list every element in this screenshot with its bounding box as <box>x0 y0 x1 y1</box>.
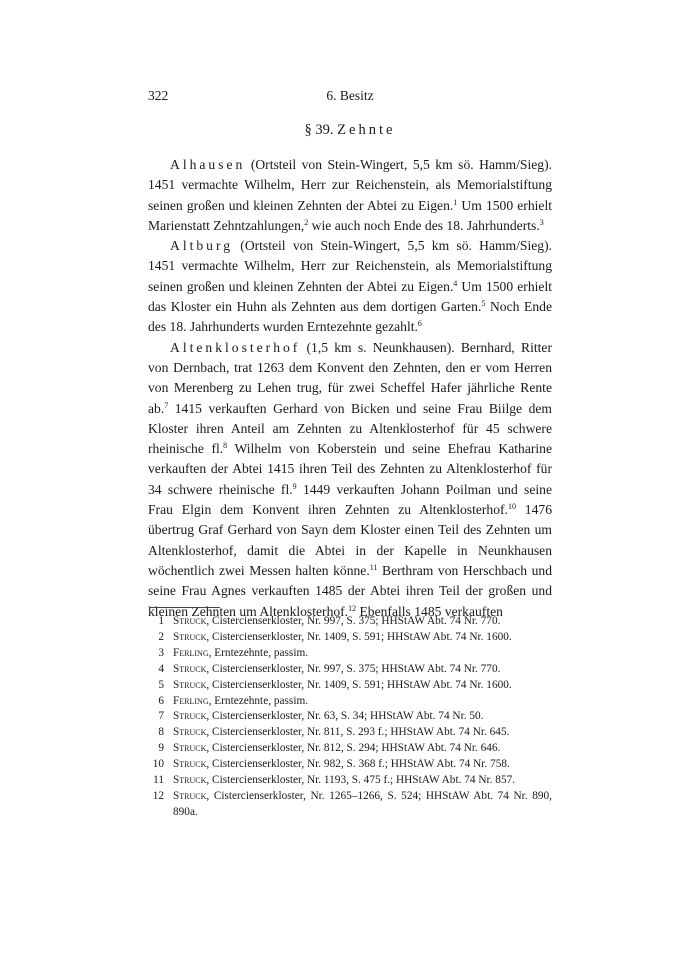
footnote-author: Struck <box>173 630 207 643</box>
section-title <box>148 122 552 139</box>
footnote-text: , Cistercienserkloster, Nr. 812, S. 294; HHStAW Abt. 74 Nr. 646. <box>206 742 501 755</box>
footnote-ref: 9 <box>292 481 297 491</box>
section-number: § 39. <box>304 122 334 138</box>
footnote-ref: 1 <box>453 197 458 207</box>
footnote-number: 7 <box>158 710 164 723</box>
footnotes <box>148 614 552 821</box>
place-name: Altenklosterhof <box>170 339 301 355</box>
footnote-number: 3 <box>158 646 164 659</box>
footnote <box>148 630 552 646</box>
footnote-number: 4 <box>158 662 164 675</box>
body-text <box>148 155 552 622</box>
text-segment: (Ortsteil von Stein-Wingert, 5,5 km sö. Hamm/Sieg). 1451 vermachte Wilhelm, Herr zur Reichenstein, als Memorialstiftung seinen großen und kleinen Zehnten der Abtei zu Eigen. <box>148 238 552 294</box>
footnote-number: 9 <box>158 742 164 755</box>
footnote-text: , Erntezehnte, passim. <box>208 646 309 659</box>
footnote <box>148 789 552 821</box>
footnote-author: Struck <box>173 662 207 675</box>
text-segment: Ebenfalls 1485 verkauften <box>356 603 503 619</box>
footnote-number: 5 <box>158 678 164 691</box>
footnote-number: 11 <box>153 774 164 787</box>
place-name: Altburg <box>170 238 234 254</box>
footnote <box>148 709 552 725</box>
footnote-ref: 8 <box>223 441 228 451</box>
footnote-ref: 7 <box>164 400 169 410</box>
footnote <box>148 614 552 630</box>
footnote-text: , Cistercienserkloster, Nr. 1265–1266, S. 524; HHStAW Abt. 74 Nr. 890, 890a. <box>173 789 552 818</box>
paragraph <box>148 236 552 337</box>
text-segment: 1476 übertrug Graf Gerhard von Sayn dem Kloster einen Teil des Zehnten um Altenklosterhof, damit die Abtei in der Kapelle in Neunkhausen wöchentlich zwei Messen halten könne. <box>148 502 552 578</box>
footnote-rule <box>150 607 220 608</box>
text-segment: (1,5 km s. Neunkhausen). Bernhard, Ritter von Dernbach, trat 1263 dem Konvent den Zehnten, den er vom Herren von Merenberg zu Lehen trug, für zwei Scheffel Hafer jährliche Rente ab. <box>148 339 552 416</box>
footnote-text: , Cistercienserkloster, Nr. 1409, S. 591; HHStAW Abt. 74 Nr. 1600. <box>206 678 512 691</box>
text-segment: (Ortsteil von Stein-Wingert, 5,5 km sö. Hamm/Sieg). 1451 vermachte Wilhelm, Herr zur Reichenstein, als Memorialstiftung seinen großen und kleinen Zehnten der Abtei zu Eigen. <box>148 157 552 213</box>
footnote-number: 6 <box>158 694 164 707</box>
text-segment: Noch Ende des 18. Jahrhunderts wurden Erntezehnte gezahlt. <box>148 299 552 335</box>
footnote-author: Struck <box>173 774 207 787</box>
footnote <box>148 678 552 694</box>
footnote-ref: 4 <box>453 278 458 288</box>
footnote-number: 2 <box>158 630 164 643</box>
footnote-author: Struck <box>173 789 207 802</box>
footnote <box>148 646 552 662</box>
page-number: 322 <box>148 88 169 103</box>
place-name: Alhausen <box>170 157 246 172</box>
footnote-number: 10 <box>152 758 164 771</box>
footnote-author: Struck <box>173 678 207 691</box>
footnote-number: 1 <box>158 615 164 627</box>
section-heading: Zehnte <box>337 122 396 138</box>
footnote-author: Struck <box>173 710 207 723</box>
footnote-ref: 5 <box>481 299 486 309</box>
text-segment: Um 1500 erhielt Marienstatt Zehntzahlungen, <box>148 197 552 233</box>
footnote-author: Struck <box>173 726 207 739</box>
paragraph <box>148 338 552 622</box>
footnote-ref: 10 <box>507 502 516 512</box>
footnote-author: Struck <box>173 758 207 771</box>
footnote-text: , Cistercienserkloster, Nr. 997, S. 375; HHStAW Abt. 74 Nr. 770. <box>206 662 501 675</box>
footnote <box>148 694 552 710</box>
footnote-author: Ferling <box>173 646 209 659</box>
footnote-text: , Cistercienserkloster, Nr. 997, S. 375; HHStAW Abt. 74 Nr. 770. <box>206 615 501 627</box>
text-segment: 1415 verkauften Gerhard von Bicken und seine Frau Biilge dem Kloster ihren Anteil am Zehnten zu Altenklosterhof für 45 schwere rheinische fl. <box>148 400 552 457</box>
footnote-ref: 12 <box>348 603 357 613</box>
footnote-number: 12 <box>152 789 164 802</box>
footnote-text: , Cistercienserkloster, Nr. 811, S. 293 f.; HHStAW Abt. 74 Nr. 645. <box>206 726 510 739</box>
footnote-ref: 2 <box>304 217 309 227</box>
text-segment: Um 1500 erhielt das Kloster ein Huhn als Zehnten aus dem dortigen Garten. <box>148 278 552 315</box>
footnote-author: Struck <box>173 615 207 627</box>
footnote-author: Struck <box>173 742 207 755</box>
footnote-text: , Cistercienserkloster, Nr. 982, S. 368 f.; HHStAW Abt. 74 Nr. 758. <box>206 758 510 771</box>
footnote <box>148 773 552 789</box>
footnote-ref: 11 <box>369 562 378 572</box>
footnote-text: , Cistercienserkloster, Nr. 1409, S. 591; HHStAW Abt. 74 Nr. 1600. <box>206 630 512 643</box>
footnote-ref: 6 <box>417 319 422 329</box>
footnote-text: , Cistercienserkloster, Nr. 1193, S. 475 f.; HHStAW Abt. 74 Nr. 857. <box>206 774 516 787</box>
running-head: 6. Besitz <box>326 88 374 103</box>
text-segment: Wilhelm von Koberstein und seine Ehefrau Katharine verkauften der Abtei 1415 ihren Teil des Zehnten zu Altenklosterhof für 34 schwere rheinische fl. <box>148 441 552 497</box>
footnote-text: , Cistercienserkloster, Nr. 63, S. 34; HHStAW Abt. 74 Nr. 50. <box>206 710 484 723</box>
footnote <box>148 757 552 773</box>
text-segment: 1449 verkauften Johann Poilman und seine Frau Elgin dem Konvent ihren Zehnten zu Altenklosterhof. <box>148 481 552 518</box>
footnote-number: 8 <box>158 726 164 739</box>
footnote <box>148 662 552 678</box>
text-segment: wie auch noch Ende des 18. Jahrhunderts. <box>308 217 540 233</box>
footnote-ref: 3 <box>539 217 544 227</box>
footnote-text: , Erntezehnte, passim. <box>208 694 309 707</box>
footnote-author: Ferling <box>173 694 209 707</box>
paragraph <box>148 155 552 236</box>
text-segment: Berthram von Herschbach und seine Frau Agnes verkauften 1485 der Abtei ihren Teil der großen und kleinen Zehnten um Altenklosterhof. <box>148 562 553 619</box>
footnote <box>148 725 552 741</box>
footnote <box>148 741 552 757</box>
